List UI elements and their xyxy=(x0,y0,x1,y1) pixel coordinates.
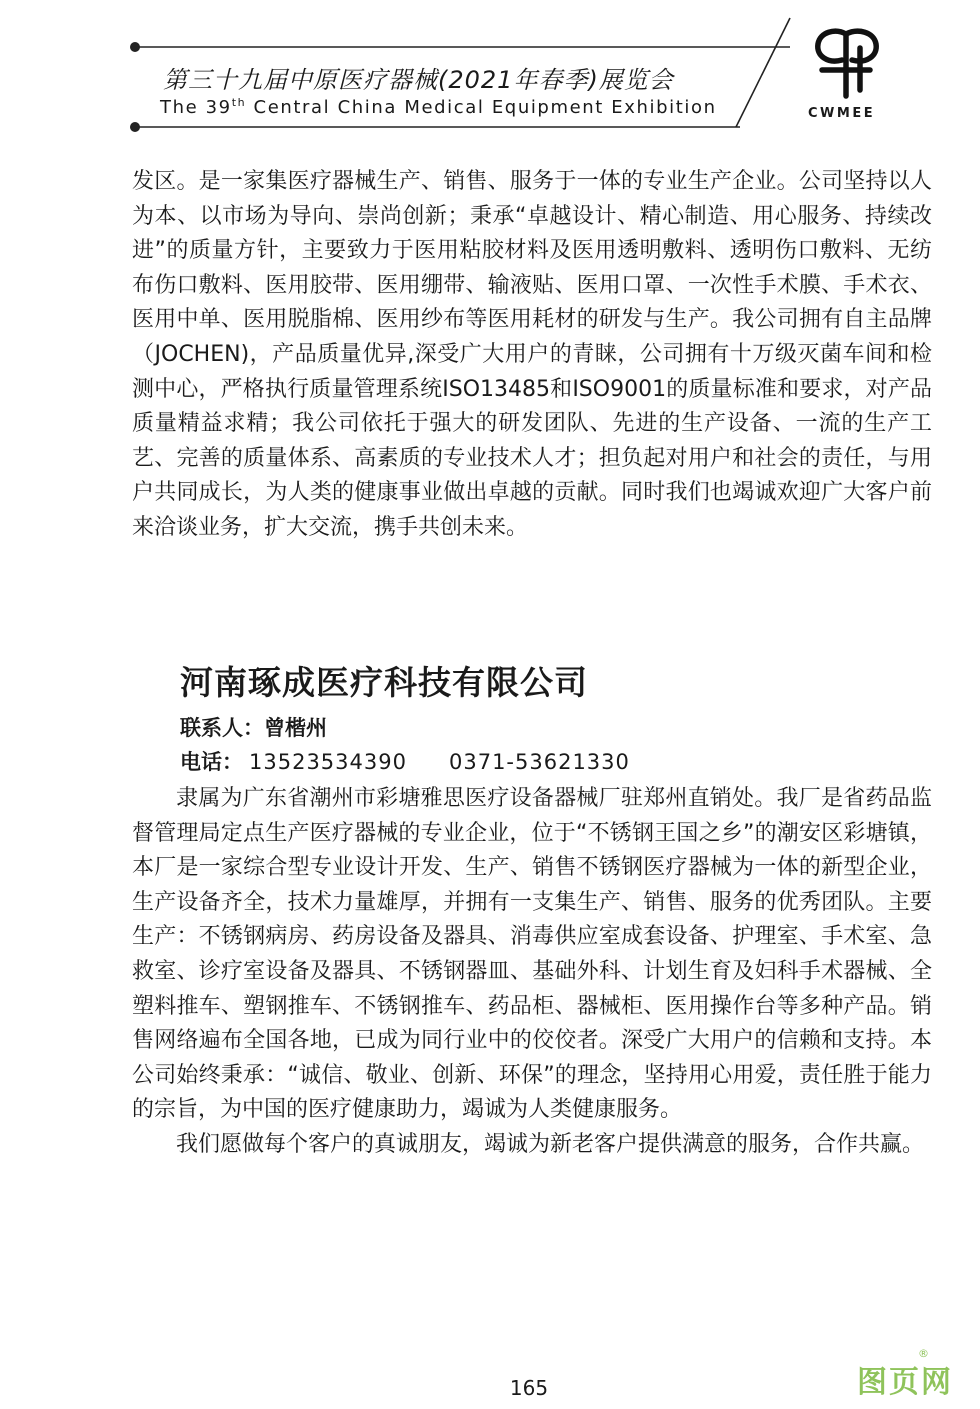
page-header xyxy=(0,0,980,135)
title-en-rest: Central China Medical Equipment Exhibition xyxy=(246,97,717,118)
cwmee-logo-icon xyxy=(818,31,876,96)
phone-label: 电话： xyxy=(180,750,243,774)
company-paragraph-1: 隶属为广东省潮州市彩塘雅思医疗设备器械厂驻郑州直销处。我厂是省药品监督管理局定点生产医疗器械的专业企业，位于“不锈钢王国之乡”的潮安区彩塘镇，本厂是一家综合型专业设计开发、生产、销售不锈钢医疗器械为一体的新型企业，生产设备齐全，技术力量雄厚，并拥有一支集生产、销售、服务的优秀团队。主要生产：不锈钢病房、药房设备及器具、消毒供应室成套设备、护理室、手术室、急救室、诊疗室设备及器具、不锈钢器皿、基础外科、计划生育及妇科手术器械、全塑料推车、塑钢推车、不锈钢推车、药品柜、器械柜、医用操作台等多种产品。销售网络遍布全国各地，已成为同行业中的佼佼者。深受广大用户的信赖和支持。本公司始终秉承：“诚信、敬业、创新、环保”的理念，坚持用心用爱，责任胜于能力的宗旨，为中国的医疗健康助力，竭诚为人类健康服务。 xyxy=(132,786,932,1123)
page-number: 165 xyxy=(509,1376,549,1400)
company-paragraph-2: 我们愿做每个客户的真诚朋友，竭诚为新老客户提供满意的服务，合作共赢。 xyxy=(176,1131,925,1157)
company-name: 河南琢成医疗科技有限公司 xyxy=(180,663,588,702)
previous-company-paragraph: 发区。是一家集医疗器械生产、销售、服务于一体的专业生产企业。公司坚持以人为本、以市场为导向、崇尚创新；秉承“卓越设计、精心制造、用心服务、持续改进”的质量方针，主要致力于医用粘胶材料及医用透明敷料、透明伤口敷料、无纺布伤口敷料、医用胶带、医用绷带、输液贴、医用口罩、一次性手术膜、手术衣、医用中单、医用脱脂棉、医用纱布等医用耗材的研发与生产。我公司拥有自主品牌（JOCHEN)，产品质量优异,深受广大用户的青睐，公司拥有十万级灭菌车间和检测中心，严格执行质量管理系统ISO13485和ISO9001的质量标准和要求，对产品质量精益求精；我公司依托于强大的研发团队、先进的生产设备、一流的生产工艺、完善的质量体系、高素质的专业技术人才；担负起对用户和社会的责任，与用户共同成长，为人类的健康事业做出卓越的贡献。同时我们也竭诚欢迎广大客户前来洽谈业务，扩大交流，携手共创未来。 xyxy=(132,169,932,540)
phone-line xyxy=(180,746,630,776)
phone-number-1: 13523534390 xyxy=(249,750,407,774)
title-en-superscript: th xyxy=(231,96,247,109)
title-en-prefix: The 39 xyxy=(160,97,232,118)
logo-text: CWMEE xyxy=(808,106,876,121)
contact-label: 联系人： xyxy=(180,716,264,740)
exhibition-title-cn: 第三十九届中原医疗器械(2021年春季)展览会 xyxy=(163,66,674,94)
contact-name: 曾楷州 xyxy=(264,716,327,740)
watermark-logo: 图页网 xyxy=(857,1365,953,1400)
phone-number-2: 0371-53621330 xyxy=(448,750,630,774)
contact-person-line xyxy=(180,712,327,742)
exhibition-title-en xyxy=(160,96,717,118)
registered-mark: ® xyxy=(918,1347,929,1360)
company-description xyxy=(132,782,932,1163)
